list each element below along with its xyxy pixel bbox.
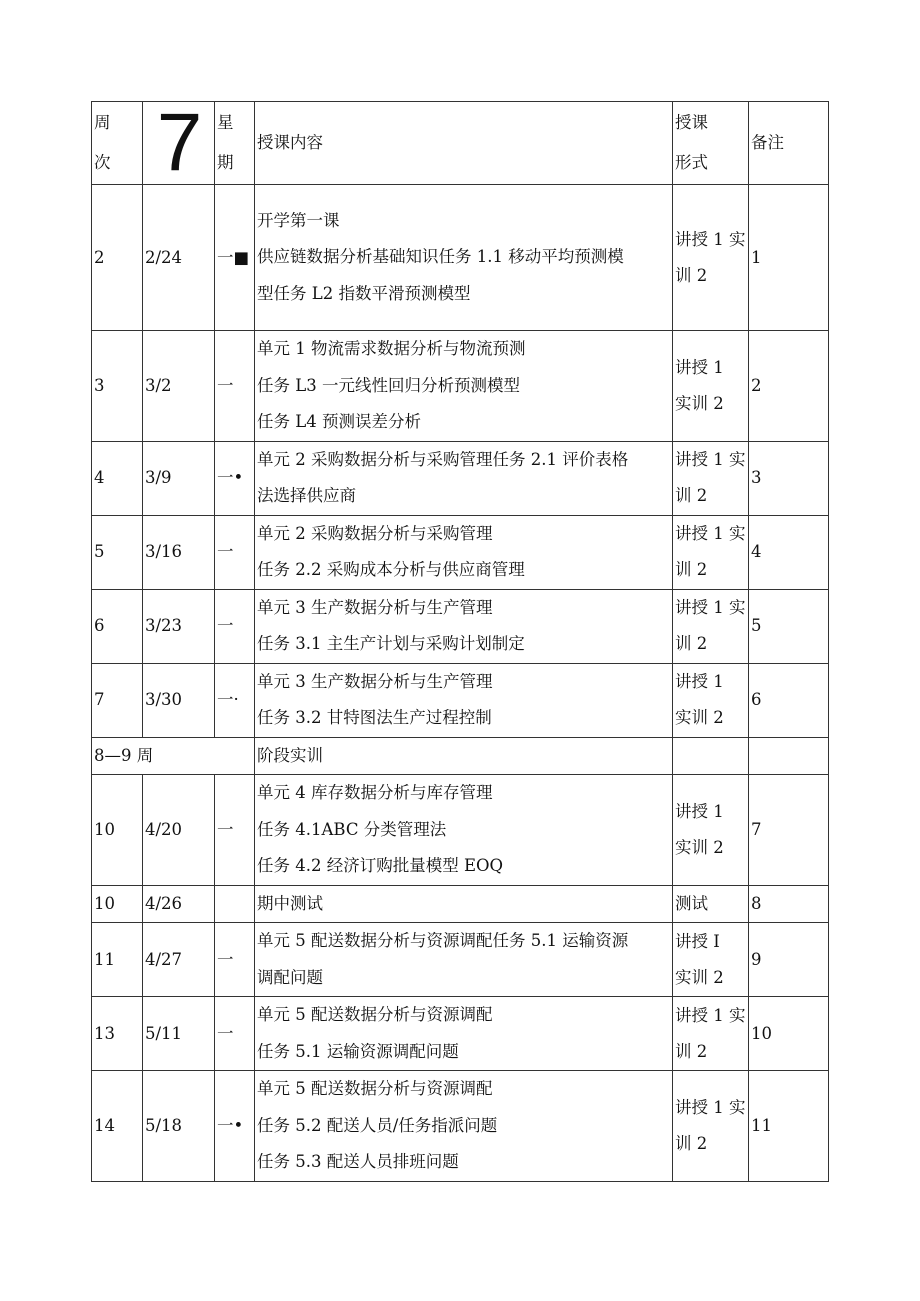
date-cell: 3/2 bbox=[143, 331, 215, 442]
week-cell: 3 bbox=[92, 331, 143, 442]
weekday-cell: 一 bbox=[215, 589, 255, 663]
week-cell: 11 bbox=[92, 923, 143, 997]
cell-line: 任务 2.2 采购成本分析与供应商管理 bbox=[257, 560, 525, 579]
date-cell: 5/18 bbox=[143, 1071, 215, 1182]
note-cell bbox=[749, 737, 829, 775]
form-cell bbox=[673, 589, 749, 663]
content-cell bbox=[255, 775, 673, 886]
table-row bbox=[92, 775, 829, 886]
cell-line: 实训 2 bbox=[675, 708, 724, 727]
content-cell bbox=[255, 997, 673, 1071]
form-cell bbox=[673, 185, 749, 331]
note-cell: 9 bbox=[749, 923, 829, 997]
stage-label-cell: 8—9 周 bbox=[92, 737, 255, 775]
cell-line: 阶段实训 bbox=[257, 745, 323, 765]
header-content: 授课内容 bbox=[255, 102, 673, 185]
cell-line: 单元 2 采购数据分析与采购管理 bbox=[257, 523, 493, 543]
cell-line: 单元 5 配送数据分析与资源调配任务 5.1 运输资源 bbox=[257, 931, 629, 950]
header-date: 7 bbox=[143, 102, 215, 185]
week-cell: 2 bbox=[92, 185, 143, 331]
date-cell: 4/20 bbox=[143, 775, 215, 886]
date-cell: 4/26 bbox=[143, 885, 215, 923]
cell-line: 任务 L4 预测误差分析 bbox=[257, 412, 421, 431]
weekday-cell: 一■ bbox=[215, 185, 255, 331]
week-cell: 10 bbox=[92, 885, 143, 923]
cell-line: 任务 4.1ABC 分类管理法 bbox=[257, 819, 447, 839]
date-cell: 3/16 bbox=[143, 515, 215, 589]
cell-line: 任务 L3 一元线性回归分析预测模型 bbox=[257, 375, 520, 395]
cell-line: 任务 5.2 配送人员/任务指派问题 bbox=[257, 1115, 498, 1135]
table-row bbox=[92, 737, 829, 775]
cell-line: 开学第一课 bbox=[257, 210, 340, 230]
date-cell: 3/23 bbox=[143, 589, 215, 663]
header-note: 备注 bbox=[749, 102, 829, 185]
weekday-cell bbox=[215, 885, 255, 923]
weekday-cell: 一• bbox=[215, 441, 255, 515]
note-cell: 7 bbox=[749, 775, 829, 886]
table-row bbox=[92, 589, 829, 663]
week-cell: 7 bbox=[92, 663, 143, 737]
cell-line: 单元 5 配送数据分析与资源调配 bbox=[257, 1005, 493, 1024]
cell-line: 型任务 L2 指数平滑预测模型 bbox=[257, 283, 471, 303]
cell-line: 讲授 I bbox=[675, 931, 720, 951]
form-cell bbox=[673, 1071, 749, 1182]
note-cell: 10 bbox=[749, 997, 829, 1071]
cell-line: 讲授 1 bbox=[675, 801, 724, 821]
date-cell: 4/27 bbox=[143, 923, 215, 997]
cell-line: 任务 5.3 配送人员排班问题 bbox=[257, 1152, 459, 1171]
table-row bbox=[92, 441, 829, 515]
date-cell: 5/11 bbox=[143, 997, 215, 1071]
content-cell bbox=[255, 515, 673, 589]
form-cell bbox=[673, 515, 749, 589]
weekday-cell: 一· bbox=[215, 663, 255, 737]
form-cell bbox=[673, 663, 749, 737]
cell-line: 实训 2 bbox=[675, 967, 724, 987]
table-row bbox=[92, 1071, 829, 1182]
cell-line: 讲授 1 bbox=[675, 672, 724, 691]
cell-line: 单元 3 生产数据分析与生产管理 bbox=[257, 671, 493, 691]
table-row bbox=[92, 185, 829, 331]
cell-line: 实训 2 bbox=[675, 837, 724, 857]
cell-line: 调配问题 bbox=[257, 967, 323, 987]
date-cell: 3/30 bbox=[143, 663, 215, 737]
content-cell bbox=[255, 663, 673, 737]
header-row bbox=[92, 102, 829, 185]
note-cell: 3 bbox=[749, 441, 829, 515]
header-week: 周 次 bbox=[92, 102, 143, 185]
form-cell bbox=[673, 923, 749, 997]
table-row bbox=[92, 885, 829, 923]
cell-line: 讲授 1 bbox=[675, 357, 724, 377]
cell-line: 单元 2 采购数据分析与采购管理任务 2.1 评价表格 bbox=[257, 449, 629, 469]
form-cell bbox=[673, 737, 749, 775]
cell-line: 单元 1 物流需求数据分析与物流预测 bbox=[257, 339, 526, 358]
schedule-table bbox=[91, 101, 829, 1182]
weekday-cell: 一 bbox=[215, 923, 255, 997]
weekday-cell: 一• bbox=[215, 1071, 255, 1182]
weekday-cell: 一 bbox=[215, 997, 255, 1071]
week-cell: 14 bbox=[92, 1071, 143, 1182]
cell-line: 训 2 bbox=[675, 1133, 708, 1153]
cell-line: 训 2 bbox=[675, 265, 708, 285]
cell-line: 任务 4.2 经济订购批量模型 EOQ bbox=[257, 856, 504, 875]
cell-line: 测试 bbox=[675, 893, 708, 913]
week-cell: 10 bbox=[92, 775, 143, 886]
week-cell: 5 bbox=[92, 515, 143, 589]
cell-line: 任务 3.2 甘特图法生产过程控制 bbox=[257, 708, 492, 727]
cell-line: 单元 3 生产数据分析与生产管理 bbox=[257, 597, 493, 617]
week-cell: 4 bbox=[92, 441, 143, 515]
note-cell: 8 bbox=[749, 885, 829, 923]
cell-line: 供应链数据分析基础知识任务 1.1 移动平均预测模 bbox=[257, 247, 624, 267]
weekday-cell: 一 bbox=[215, 331, 255, 442]
note-cell: 1 bbox=[749, 185, 829, 331]
week-cell: 6 bbox=[92, 589, 143, 663]
date-cell: 3/9 bbox=[143, 441, 215, 515]
cell-line: 期中测试 bbox=[257, 893, 323, 913]
table-row bbox=[92, 923, 829, 997]
cell-line: 任务 3.1 主生产计划与采购计划制定 bbox=[257, 634, 525, 653]
weekday-cell: 一 bbox=[215, 775, 255, 886]
table-row bbox=[92, 515, 829, 589]
table-row bbox=[92, 997, 829, 1071]
table-row bbox=[92, 331, 829, 442]
content-cell bbox=[255, 923, 673, 997]
cell-line: 单元 5 配送数据分析与资源调配 bbox=[257, 1079, 493, 1098]
content-cell bbox=[255, 737, 673, 775]
cell-line: 法选择供应商 bbox=[257, 486, 356, 505]
cell-line: 讲授 1 实 bbox=[675, 229, 746, 249]
cell-line: 讲授 1 实 bbox=[675, 598, 746, 617]
content-cell bbox=[255, 885, 673, 923]
date-cell: 2/24 bbox=[143, 185, 215, 331]
cell-line: 训 2 bbox=[675, 560, 708, 579]
header-form: 授课 形式 bbox=[673, 102, 749, 185]
form-cell bbox=[673, 885, 749, 923]
content-cell bbox=[255, 441, 673, 515]
form-cell bbox=[673, 331, 749, 442]
cell-line: 讲授 1 实 bbox=[675, 1005, 746, 1025]
cell-line: 训 2 bbox=[675, 1041, 708, 1061]
weekday-cell: 一 bbox=[215, 515, 255, 589]
cell-line: 讲授 1 实 bbox=[675, 450, 746, 469]
form-cell bbox=[673, 775, 749, 886]
content-cell bbox=[255, 1071, 673, 1182]
cell-line: 实训 2 bbox=[675, 393, 724, 413]
cell-line: 训 2 bbox=[675, 486, 708, 505]
form-cell bbox=[673, 997, 749, 1071]
note-cell: 6 bbox=[749, 663, 829, 737]
header-weekday: 星 期 bbox=[215, 102, 255, 185]
content-cell bbox=[255, 589, 673, 663]
note-cell: 2 bbox=[749, 331, 829, 442]
cell-line: 讲授 1 实 bbox=[675, 524, 746, 543]
content-cell bbox=[255, 331, 673, 442]
form-cell bbox=[673, 441, 749, 515]
cell-line: 任务 5.1 运输资源调配问题 bbox=[257, 1041, 459, 1061]
week-cell: 13 bbox=[92, 997, 143, 1071]
cell-line: 单元 4 库存数据分析与库存管理 bbox=[257, 783, 493, 802]
table-row bbox=[92, 663, 829, 737]
cell-line: 训 2 bbox=[675, 634, 708, 653]
note-cell: 4 bbox=[749, 515, 829, 589]
cell-line: 讲授 1 实 bbox=[675, 1097, 746, 1117]
content-cell bbox=[255, 185, 673, 331]
note-cell: 11 bbox=[749, 1071, 829, 1182]
note-cell: 5 bbox=[749, 589, 829, 663]
